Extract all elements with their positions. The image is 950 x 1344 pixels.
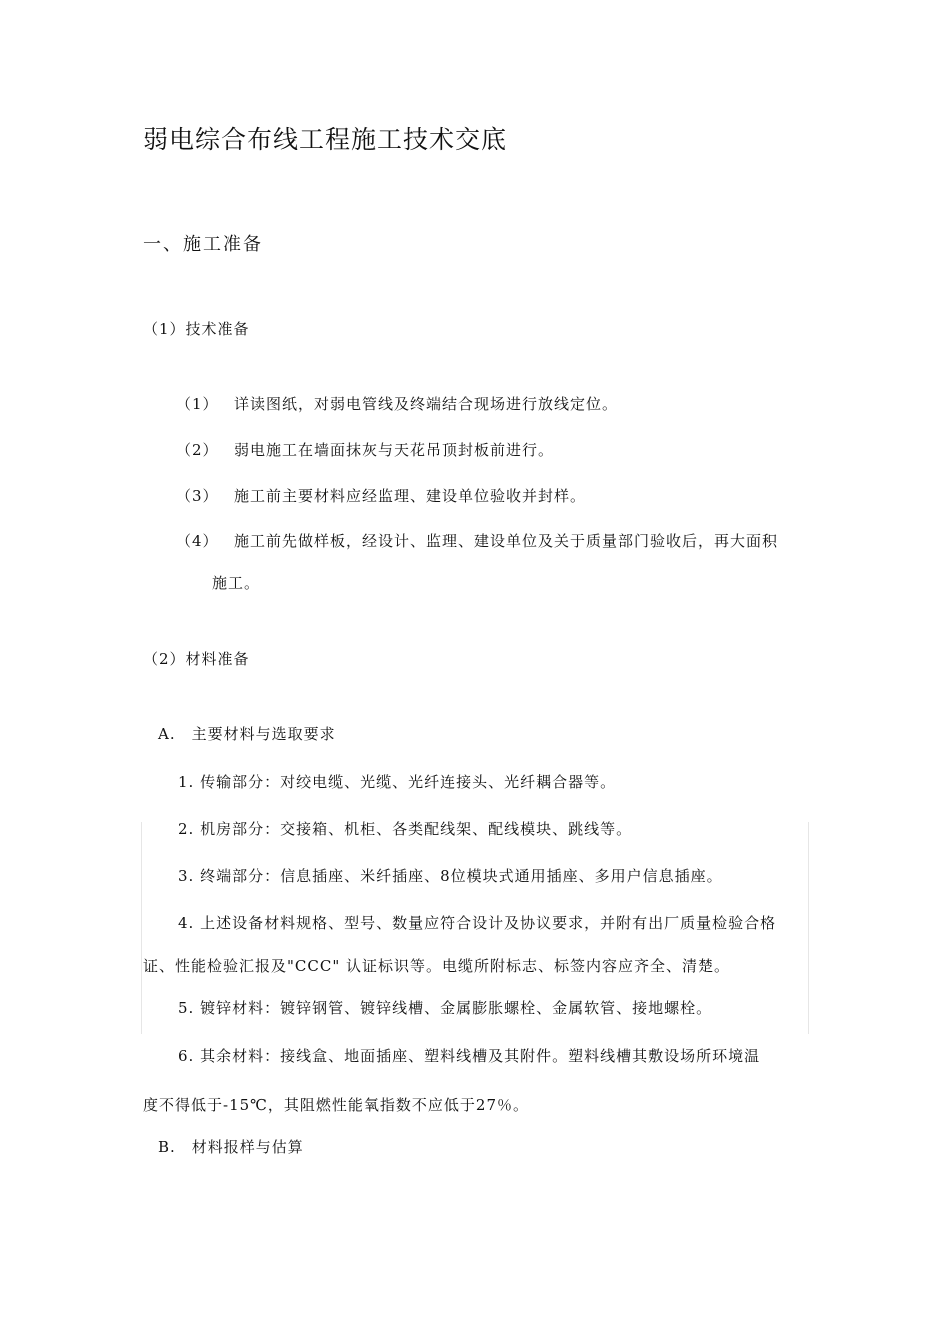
faint-border-right bbox=[808, 822, 809, 1034]
subheading-material-samples: B. 材料报样与估算 bbox=[158, 1138, 304, 1156]
tech-item-number: （1） bbox=[176, 395, 219, 413]
tech-item-text: 施工前先做样板，经设计、监理、建设单位及关于质量部门验收后，再大面积 bbox=[234, 532, 779, 550]
material-item-3: 3. 终端部分：信息插座、米纤插座、8位模块式通用插座、多用户信息插座。 bbox=[178, 867, 723, 885]
material-item-1: 1. 传输部分：对绞电缆、光缆、光纤连接头、光纤耦合器等。 bbox=[178, 773, 617, 791]
tech-item-number: （2） bbox=[176, 441, 219, 459]
material-item-5: 5. 镀锌材料：镀锌钢管、镀锌线槽、金属膨胀螺栓、金属软管、接地螺栓。 bbox=[178, 999, 713, 1017]
tech-item-4-continuation: 施工。 bbox=[212, 574, 261, 592]
tech-item-number: （4） bbox=[176, 532, 219, 550]
heading-technical-prep: （1）技术准备 bbox=[143, 320, 250, 338]
faint-border-left bbox=[141, 822, 142, 1034]
material-item-4-continuation: 证、性能检验汇报及"CCC" 认证标识等。电缆所附标志、标签内容应齐全、清楚。 bbox=[143, 957, 731, 975]
tech-item-text: 施工前主要材料应经监理、建设单位验收并封样。 bbox=[234, 487, 587, 505]
heading-material-prep: （2）材料准备 bbox=[143, 650, 250, 668]
material-item-2: 2. 机房部分：交接箱、机柜、各类配线架、配线模块、跳线等。 bbox=[178, 820, 633, 838]
tech-item-number: （3） bbox=[176, 487, 219, 505]
subheading-main-materials: A. 主要材料与选取要求 bbox=[158, 725, 336, 743]
material-item-6: 6. 其余材料：接线盒、地面插座、塑料线槽及其附件。塑料线槽其敷设场所环境温 bbox=[178, 1047, 761, 1065]
material-item-6-continuation: 度不得低于-15℃，其阻燃性能氧指数不应低于27％。 bbox=[143, 1096, 530, 1114]
tech-item-text: 弱电施工在墙面抹灰与天花吊顶封板前进行。 bbox=[234, 441, 555, 459]
section-heading-construction-prep: 一、施工准备 bbox=[143, 234, 263, 255]
document-title: 弱电综合布线工程施工技术交底 bbox=[143, 125, 508, 154]
material-item-4: 4. 上述设备材料规格、型号、数量应符合设计及协议要求，并附有出厂质量检验合格 bbox=[178, 914, 777, 932]
tech-item-text: 详读图纸，对弱电管线及终端结合现场进行放线定位。 bbox=[234, 395, 619, 413]
